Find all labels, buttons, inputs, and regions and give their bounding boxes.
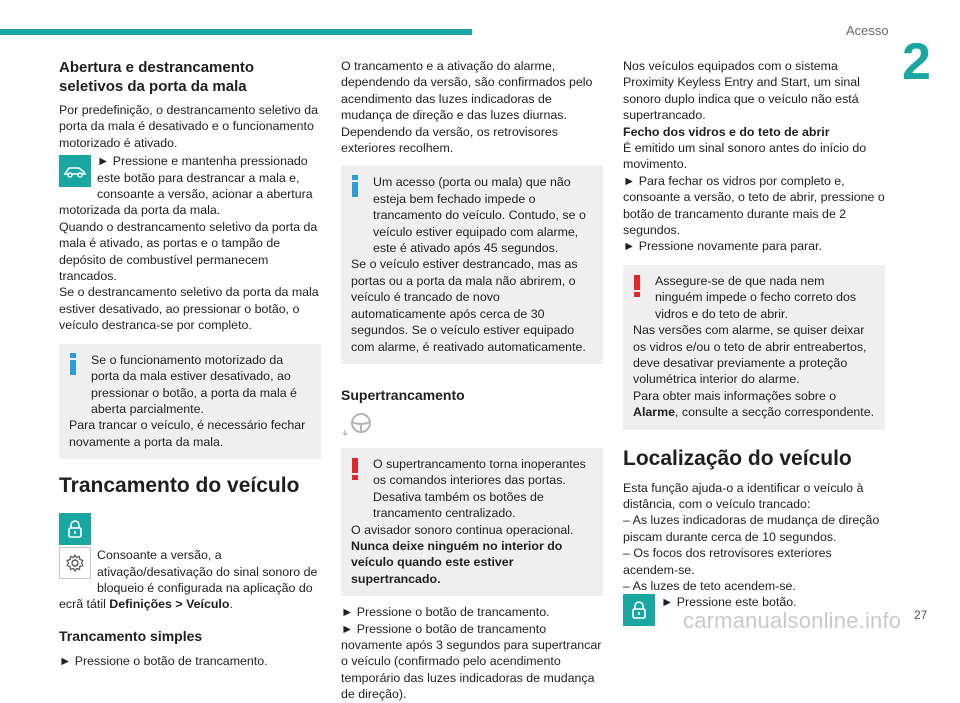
settings-icon-box (59, 547, 91, 579)
info-note (341, 166, 603, 363)
warning-note (341, 448, 603, 596)
list-item: – As luzes de teto acendem-se. (623, 578, 796, 593)
paragraph: Quando o destrancamento seletivo da porta da mala é ativado, as portas e o tampão de depósito de combustível permanecem trancados. (59, 219, 318, 284)
paragraph: ► Para fechar os vidros por completo e, consoante a versão, o teto de abrir, pressione o botão de trancamento durante mais de 2 segundos. (623, 173, 885, 238)
info-icon (352, 175, 358, 197)
steering-wheel-icon (341, 412, 381, 438)
paragraph: Consoante a versão, a ativação/desativação do sinal sonoro de bloqueio é configurada na aplicação do ecrã tátil Definições > Veículo. (59, 548, 318, 612)
warning-icon (634, 275, 640, 297)
section-title-simple-lock: Trancamento simples (59, 627, 203, 644)
paragraph: Por predefinição, o destrancamento seletivo da porta da mala é desativado e o funcionamento motorizado é ativado. (59, 103, 318, 150)
paragraph: Nos veículos equipados com o sistema Proximity Keyless Entry and Start, um sinal sonoro duplo indica que o veículo não está supertrancado. (623, 59, 860, 123)
gear-icon (65, 553, 85, 573)
note-text: Se o veículo estiver destrancado, mas as portas ou a porta da mala não abrirem, o veículo é trancado de novo automaticamente após cerca de 30 segundos. Se o veículo estiver equipado com alarme, é reativado automaticamente. (351, 257, 586, 354)
note-text: Para trancar o veículo, é necessário fechar novamente a porta da mala. (69, 418, 306, 449)
paragraph: ► Pressione novamente para parar. (623, 239, 822, 254)
note-text: Se o funcionamento motorizado da porta da mala estiver desativado, ao pressionar o botão, a porta da mala é aberta parcialmente. (91, 352, 297, 416)
trunk-button-icon (59, 155, 91, 187)
car-trunk-icon (63, 163, 87, 179)
list-item: – Os focos dos retrovisores exteriores acendem-se. (623, 546, 832, 577)
info-note (59, 344, 321, 459)
warning-text: Para obter mais informações sobre o Alarme, consulte a secção correspondente. (633, 388, 875, 420)
warning-text: Nas versões com alarme, se quiser deixar os vidros e/ou o teto de abrir entreabertos, deve desativar previamente a proteção volumétrica interior do alarme. (633, 323, 867, 387)
section-title-deadlocking: Supertrancamento (341, 386, 465, 403)
section-title-locking: Trancamento do veículo (59, 474, 300, 498)
chapter-label: Acesso (846, 23, 889, 38)
column-2 (341, 58, 603, 703)
warning-note (623, 265, 885, 430)
watermark: carmanualsonline.info (683, 608, 902, 633)
paragraph: ► Pressione o botão de trancamento. (341, 605, 550, 620)
paragraph: É emitido um sinal sonoro antes do início do movimento. (623, 141, 867, 172)
lock-button-icon (623, 594, 655, 626)
warning-text: O supertrancamento torna inoperantes os comandos interiores das portas. Desativa também os botões de trancamento centralizado. (373, 456, 586, 521)
section-title-trunk: Abertura e destrancamento seletivos da porta da mala (59, 59, 255, 95)
paragraph: ► Pressione e mantenha pressionado este botão para destrancar a mala e, consoante a versão, acionar a abertura motorizada da porta da mala. (59, 154, 313, 218)
column-1 (59, 58, 321, 669)
paragraph: ► Pressione o botão de trancamento novamente após 3 segundos para supertrancar o veículo (confirmado pelo acendimento temporário das luzes indicadoras de mudança de direção). (341, 621, 602, 702)
paragraph: Dependendo da versão, os retrovisores exteriores recolhem. (341, 124, 558, 156)
column-3 (623, 58, 885, 628)
warning-text: O avisador sonoro continua operacional. (351, 522, 574, 537)
lock-button-icon (59, 513, 91, 545)
menu-path: Definições > Veículo (109, 597, 230, 612)
paragraph: O trancamento e a ativação do alarme, dependendo da versão, são confirmados pelo acendimento das luzes indicadoras de mudança de direção e das luzes diurnas. (341, 59, 593, 123)
warning-text: Nunca deixe ninguém no interior do veículo quando este estiver supertrancado. (351, 538, 563, 586)
warning-icon (352, 458, 358, 480)
lock-icon (67, 519, 83, 539)
paragraph: ► Pressione este botão. (661, 595, 797, 610)
page-number: 27 (914, 608, 928, 622)
lock-icon (631, 600, 647, 620)
paragraph: ► Pressione o botão de trancamento. (59, 653, 268, 668)
section-title-locate: Localização do veículo (623, 446, 852, 470)
warning-text: Assegure-se de que nada nem ninguém impede o fecho correto dos vidros e do teto de abrir. (655, 273, 857, 321)
paragraph: Esta função ajuda-o a identificar o veículo à distância, com o veículo trancado: (623, 480, 864, 511)
steering-wheel-icon-box (341, 412, 381, 438)
header-accent-bar (0, 29, 472, 35)
subheading-windows: Fecho dos vidros e do teto de abrir (623, 124, 830, 139)
info-icon (70, 353, 76, 375)
paragraph: Se o destrancamento seletivo da porta da mala estiver desativado, ao pressionar o botão, o veículo destranca-se por completo. (59, 285, 319, 333)
list-item: – As luzes indicadoras de mudança de direção piscam durante cerca de 10 segundos. (623, 513, 880, 544)
note-text: Um acesso (porta ou mala) que não esteja bem fechado impede o trancamento do veículo. Contudo, se o veículo estiver equipado com alarme, este é ativado após 45 segundos. (373, 175, 586, 256)
chapter-number: 2 (902, 33, 931, 91)
